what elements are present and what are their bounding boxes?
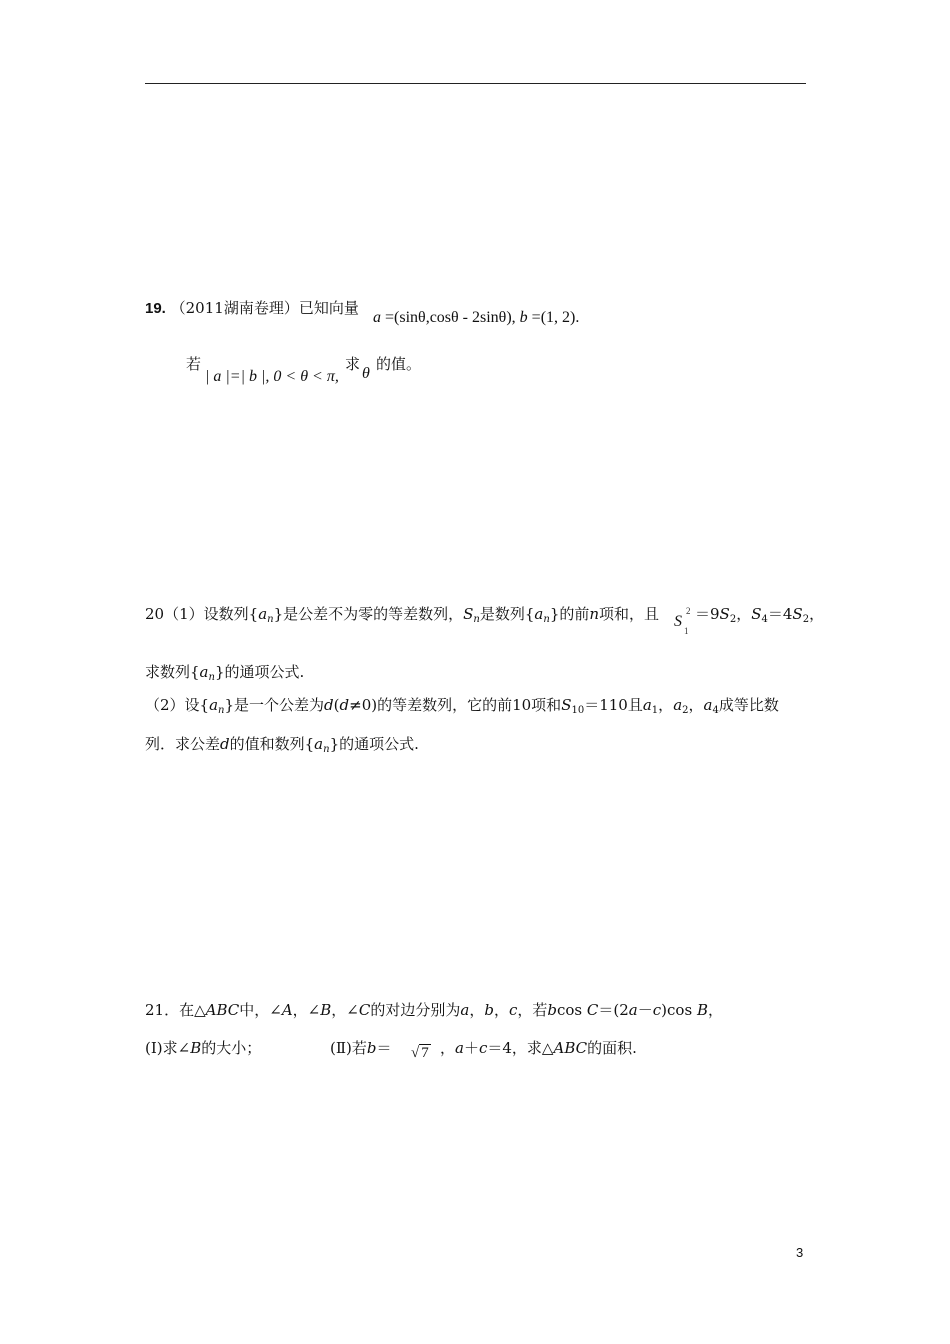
q20-line2: 求数列$\{a_n\}$的通项公式. — [145, 663, 305, 683]
q20-line1-end: $=9S_2$，$S_4=4S_2$， — [695, 605, 825, 625]
header-rule — [145, 83, 806, 84]
q19-source: （2011湖南卷理）已知向量 — [170, 299, 359, 317]
q20-s1-sup: 2 — [686, 606, 691, 616]
q21-line1: 21．在△ABC中，∠A，∠B，∠C的对边分别为a，b，c，若bcos C＝(2a－c)cos B， — [145, 1001, 723, 1019]
q20-line3: （2）设$\{a_n\}$是一个公差为d(d≠0)的等差数列，它的前10项和$S_{10}=110$且$a_1$，$a_2$，$a_4$成等比数 — [145, 696, 779, 716]
q19-ask-suffix: 的值。 — [376, 355, 422, 373]
q19-cond-prefix: 若 — [186, 355, 202, 373]
q19-number: 19. — [145, 300, 166, 317]
q20-line4: 列．求公差d的值和数列$\{a_n\}$的通项公式. — [145, 735, 419, 755]
q19-cond-math: | a |=| b |, 0 < θ < π, — [205, 368, 339, 385]
q20-s1-squared: S — [674, 613, 682, 630]
q21-line2-part3: ，a＋c＝4，求△ABC的面积. — [440, 1039, 637, 1057]
q19-line1 — [145, 298, 359, 319]
q20-line1: 20（1）设数列$\{a_n\}$是公差不为零的等差数列，$S_n$是数列$\{a_n\}$的前n项和，且 — [145, 605, 660, 625]
q21-line2: (Ⅰ)求∠B的大小； — [145, 1039, 262, 1057]
q19-ask-prefix: 求 — [345, 355, 361, 373]
q21-sqrt7: √ 7 — [411, 1045, 429, 1061]
q19-vectors: a =(sinθ,cosθ - 2sinθ), b =(1, 2). — [373, 309, 580, 326]
q19-theta: θ — [362, 365, 370, 382]
page-number: 3 — [796, 1245, 804, 1260]
q21-line2-part2: (Ⅱ)若b＝ — [330, 1039, 392, 1057]
q20-s1-sub: 1 — [684, 626, 689, 636]
